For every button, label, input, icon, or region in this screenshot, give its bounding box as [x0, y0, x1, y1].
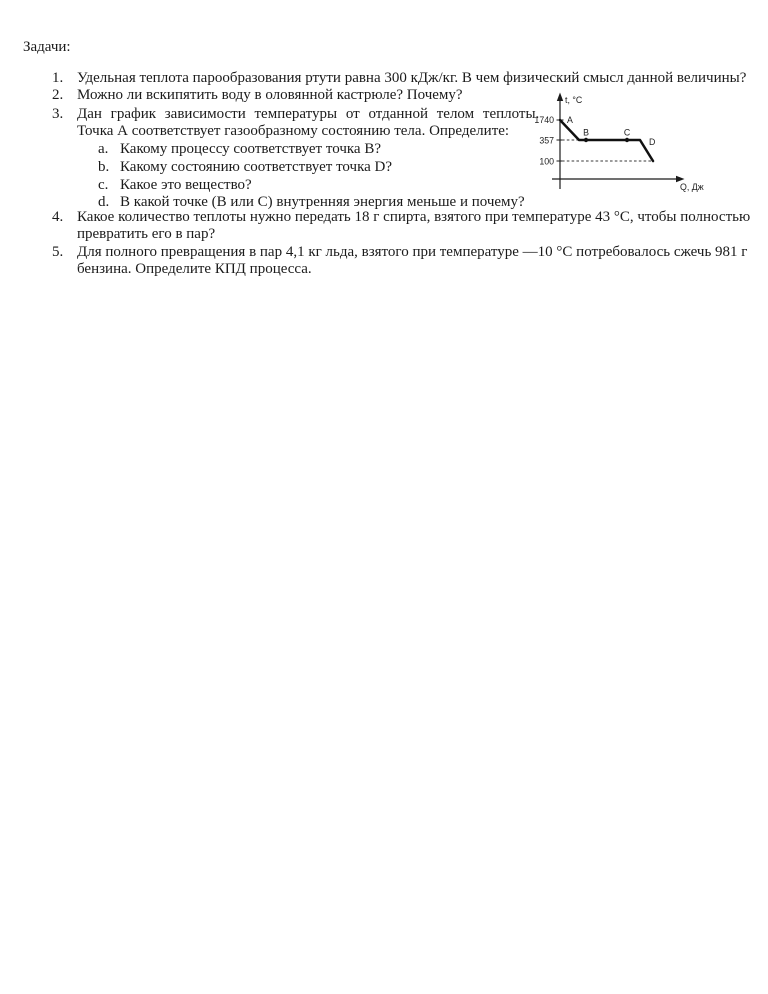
problem-5-text-line-2: бензина. Определите КПД процесса.	[77, 261, 312, 277]
problem-4-text-line-2: превратить его в пар?	[77, 226, 216, 242]
point-b-label: B	[583, 127, 589, 138]
point-c-label: C	[623, 127, 631, 138]
problem-5-text-line-1: Для полного превращения в пар 4,1 кг льда, взятого при температуре —10 °С потребовалось сжечь 981 г	[77, 244, 748, 260]
ytick-1740: 1740	[534, 115, 554, 125]
problem-3-text-line-2: Точка А соответствует газообразному состоянию тела. Определите:	[77, 123, 510, 139]
problem-3-number: 3.	[52, 106, 64, 122]
problem-2-text: Можно ли вскипятить воду в оловянной кастрюле? Почему?	[77, 87, 463, 103]
y-axis-label: t, °C	[565, 95, 583, 105]
y-axis-arrow-icon	[557, 93, 563, 102]
x-axis-label: Q, Дж	[680, 182, 704, 192]
problem-3d-text: В какой точке (В или С) внутренняя энергия меньше и почему?	[120, 194, 525, 210]
ytick-100: 100	[539, 156, 554, 167]
point-c-dot	[625, 138, 629, 142]
problem-3-text-line-1: Дан график зависимости температуры от отданной телом теплоты.	[77, 106, 540, 122]
problem-4-number: 4.	[52, 209, 64, 225]
problem-3b-letter: b.	[98, 159, 110, 175]
page-title: Задачи:	[23, 39, 71, 55]
cooling-curve	[560, 120, 656, 161]
point-b-dot	[584, 138, 588, 142]
problem-2-number: 2.	[52, 87, 64, 103]
problem-3c-text: Какое это вещество?	[120, 177, 252, 193]
problem-3b-text: Какому состоянию соответствует точка D?	[120, 159, 393, 175]
point-a-label: A	[567, 115, 573, 125]
temperature-heat-graph	[523, 90, 715, 196]
ytick-357: 357	[539, 135, 554, 146]
problem-3a-letter: a.	[98, 141, 109, 157]
problem-4-text-line-1: Какое количество теплоты нужно передать 18 г спирта, взятого при температуре 43 °С, чтобы полностью	[77, 209, 751, 225]
problem-3c-letter: c.	[98, 177, 109, 193]
problem-1-number: 1.	[52, 70, 64, 86]
point-d-label: D	[649, 137, 656, 147]
problem-3a-text: Какому процессу соответствует точка В?	[120, 141, 381, 157]
problem-1-text: Удельная теплота парообразования ртути равна 300 кДж/кг. В чем физический смысл данной величины?	[77, 70, 747, 86]
problem-5-number: 5.	[52, 244, 64, 260]
problem-3d-letter: d.	[98, 194, 110, 210]
